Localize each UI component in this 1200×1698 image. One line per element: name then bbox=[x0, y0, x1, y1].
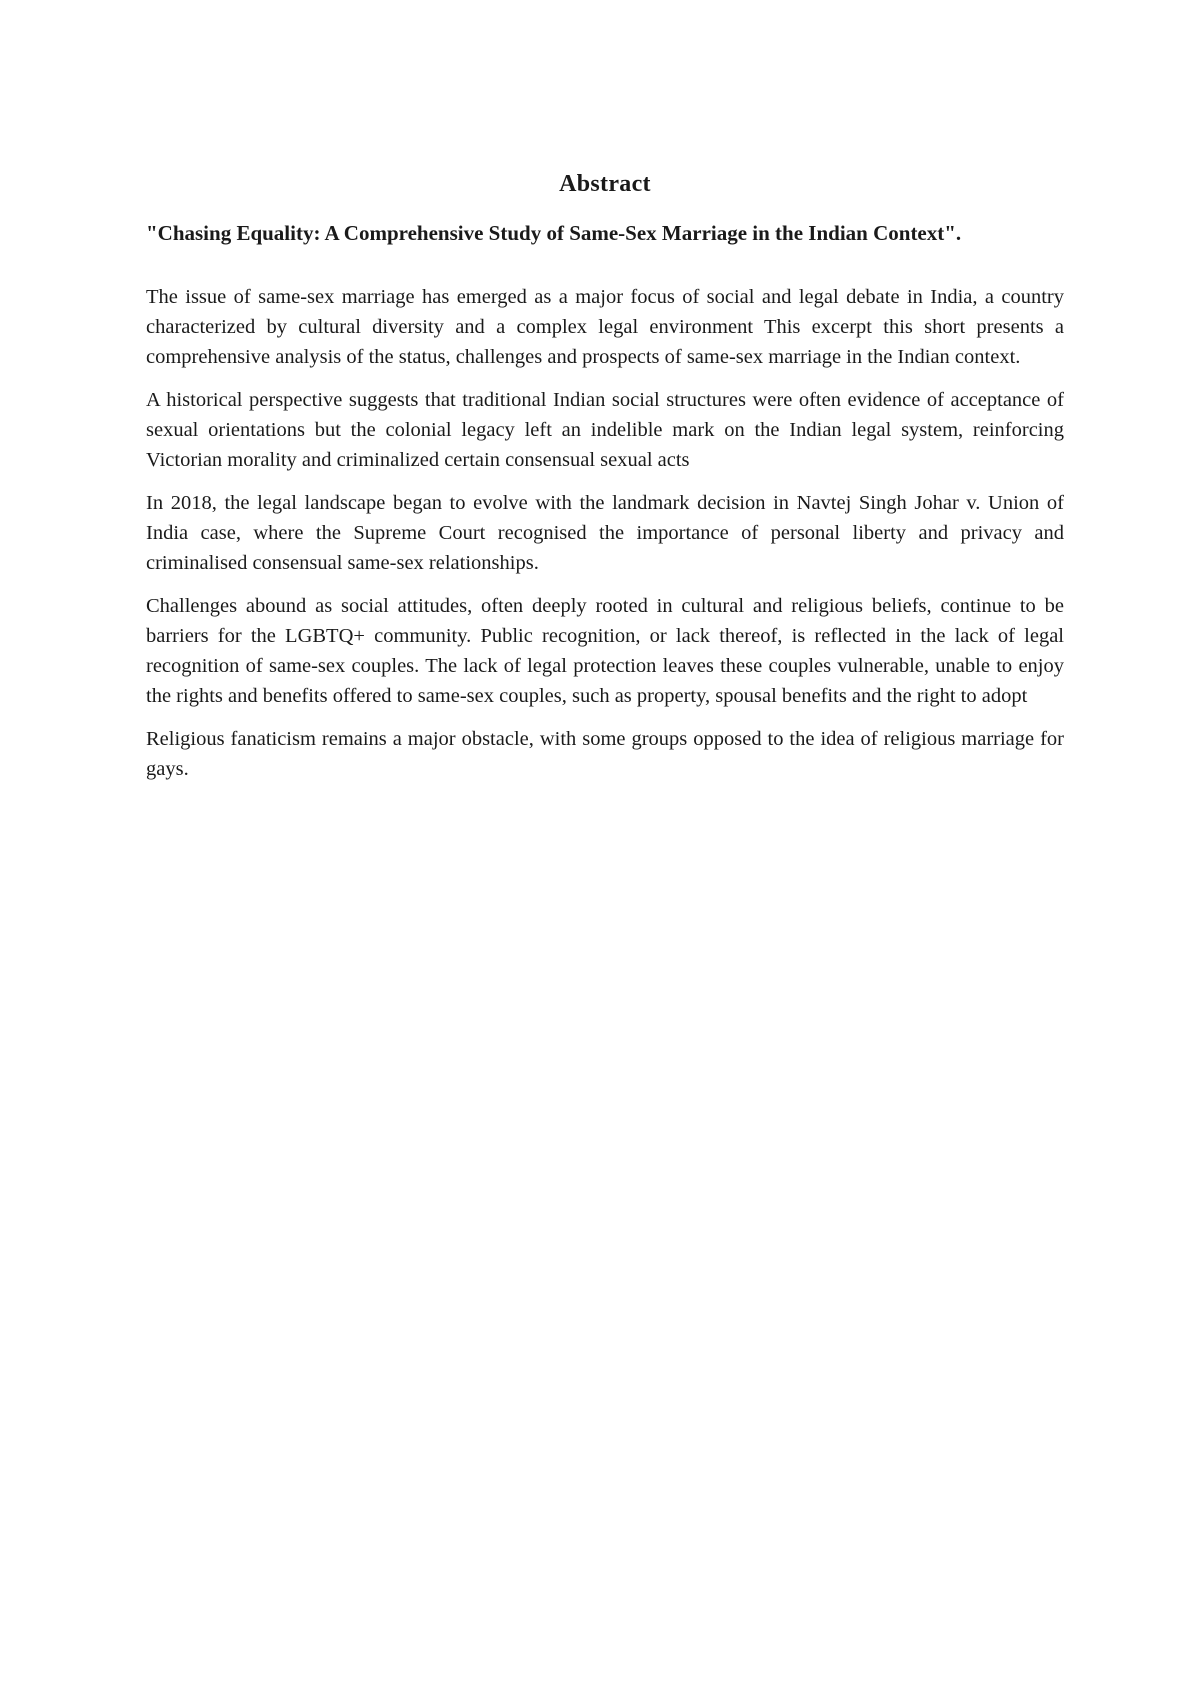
paper-title: "Chasing Equality: A Comprehensive Study of Same-Sex Marriage in the Indian Context". bbox=[146, 221, 962, 245]
paragraph-religious: Religious fanaticism remains a major obstacle, with some groups opposed to the idea of religious marriage for gays. bbox=[146, 728, 1064, 780]
paragraph-intro: The issue of same-sex marriage has emerged as a major focus of social and legal debate in India, a country characterized by cultural diversity and a complex legal environment This excerpt this short presents a comprehensive analysis of the status, challenges and prospects of same-sex marriage in the Indian context. bbox=[146, 286, 1064, 368]
paragraph-historical: A historical perspective suggests that traditional Indian social structures were often evidence of acceptance of sexual orientations but the colonial legacy left an indelible mark on the Indian legal system, reinforcing Victorian morality and criminalized certain consensual sexual acts bbox=[146, 389, 1064, 471]
abstract-heading: Abstract bbox=[559, 171, 651, 197]
paragraph-2018: In 2018, the legal landscape began to evolve with the landmark decision in Navtej Singh Johar v. Union of India case, where the Supreme Court recognised the importance of personal liberty and privacy and criminalised consensual same-sex relationships. bbox=[146, 492, 1064, 574]
paragraph-challenges: Challenges abound as social attitudes, often deeply rooted in cultural and religious beliefs, continue to be barriers for the LGBTQ+ community. Public recognition, or lack thereof, is reflected in the lack of legal recognition of same-sex couples. The lack of legal protection leaves these couples vulnerable, unable to enjoy the rights and benefits offered to same-sex couples, such as property, spousal benefits and the right to adopt bbox=[146, 595, 1064, 707]
document-body bbox=[146, 168, 1064, 797]
